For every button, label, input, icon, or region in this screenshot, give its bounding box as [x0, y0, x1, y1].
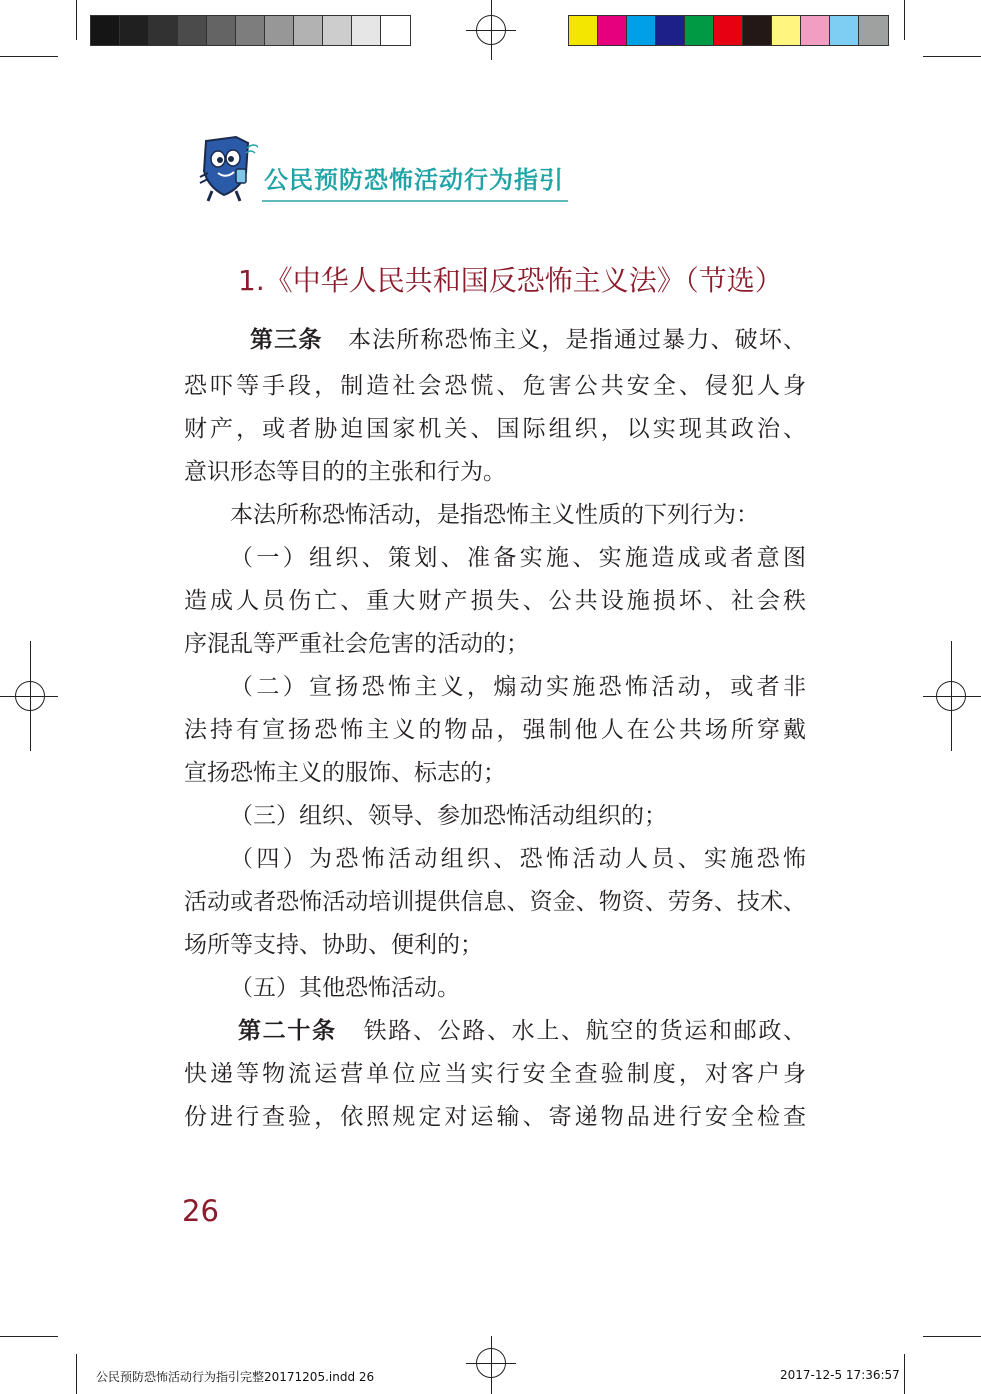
text-line: 第三条 本法所称恐怖主义，是指通过暴力、破坏、	[250, 327, 807, 353]
text-line: 造成人员伤亡、重大财产损失、公共设施损坏、社会秩	[184, 588, 806, 614]
color-swatch	[801, 16, 830, 45]
footer-filename: 公民预防恐怖活动行为指引完整20171205.indd 26	[96, 1370, 375, 1384]
gray-swatch	[178, 16, 207, 45]
footer-timestamp: 2017-12-5 17:36:57	[780, 1368, 900, 1382]
header-divider	[262, 200, 568, 202]
gray-swatch	[236, 16, 265, 45]
text-line: 活动或者恐怖活动培训提供信息、资金、物资、劳务、技术、	[184, 889, 806, 915]
gray-swatch	[207, 16, 236, 45]
color-swatch	[569, 16, 598, 45]
gray-swatch	[120, 16, 149, 45]
shield-mascot-icon	[196, 133, 258, 203]
gray-swatch	[323, 16, 352, 45]
color-swatch	[743, 16, 772, 45]
gray-swatch	[265, 16, 294, 45]
color-swatch	[685, 16, 714, 45]
text-line: 场所等支持、协助、便利的；	[184, 932, 483, 958]
text-line: 第二十条 铁路、公路、水上、航空的货运和邮政、	[238, 1018, 807, 1044]
text-line: 恐吓等手段，制造社会恐慌、危害公共安全、侵犯人身	[184, 373, 806, 399]
color-swatch	[627, 16, 656, 45]
text-line: 财产，或者胁迫国家机关、国际组织，以实现其政治、	[184, 416, 806, 442]
article-number: 第二十条	[238, 1018, 337, 1044]
article-3	[184, 319, 806, 1139]
grayscale-color-bar	[90, 15, 411, 46]
color-swatch	[859, 16, 888, 45]
text-line: （三）组织、领导、参加恐怖活动组织的；	[230, 803, 667, 829]
book-title: 公民预防恐怖活动行为指引	[264, 166, 564, 194]
text-line: （二）宣扬恐怖主义，煽动实施恐怖活动，或者非	[230, 674, 806, 700]
text-line: 意识形态等目的的主张和行为。	[184, 459, 506, 485]
color-swatch	[772, 16, 801, 45]
color-swatch	[830, 16, 859, 45]
gray-swatch	[294, 16, 323, 45]
text-line: 份进行查验，依照规定对运输、寄递物品进行安全检查	[184, 1104, 806, 1130]
color-swatch	[598, 16, 627, 45]
text-line: 宣扬恐怖主义的服饰、标志的；	[184, 760, 506, 786]
color-swatch	[714, 16, 743, 45]
text-line: 快递等物流运营单位应当实行安全查验制度，对客户身	[184, 1061, 806, 1087]
article-number: 第三条	[250, 327, 323, 353]
gray-swatch	[91, 16, 120, 45]
gray-swatch	[381, 16, 410, 45]
section-title: 1.《中华人民共和国反恐怖主义法》（节选）	[238, 264, 783, 297]
text-line: 法持有宣扬恐怖主义的物品，强制他人在公共场所穿戴	[184, 717, 806, 743]
gray-swatch	[149, 16, 178, 45]
page-number: 26	[182, 1194, 219, 1228]
definition-paragraph: 本法所称恐怖活动，是指恐怖主义性质的下列行为：	[230, 502, 759, 528]
process-color-bar	[568, 15, 889, 46]
text-line: （一）组织、策划、准备实施、实施造成或者意图	[230, 545, 806, 571]
color-swatch	[656, 16, 685, 45]
text-line: （五）其他恐怖活动。	[230, 975, 460, 1001]
text-line: （四）为恐怖活动组织、恐怖活动人员、实施恐怖	[230, 846, 806, 872]
text-line: 序混乱等严重社会危害的活动的；	[184, 631, 529, 657]
gray-swatch	[352, 16, 381, 45]
